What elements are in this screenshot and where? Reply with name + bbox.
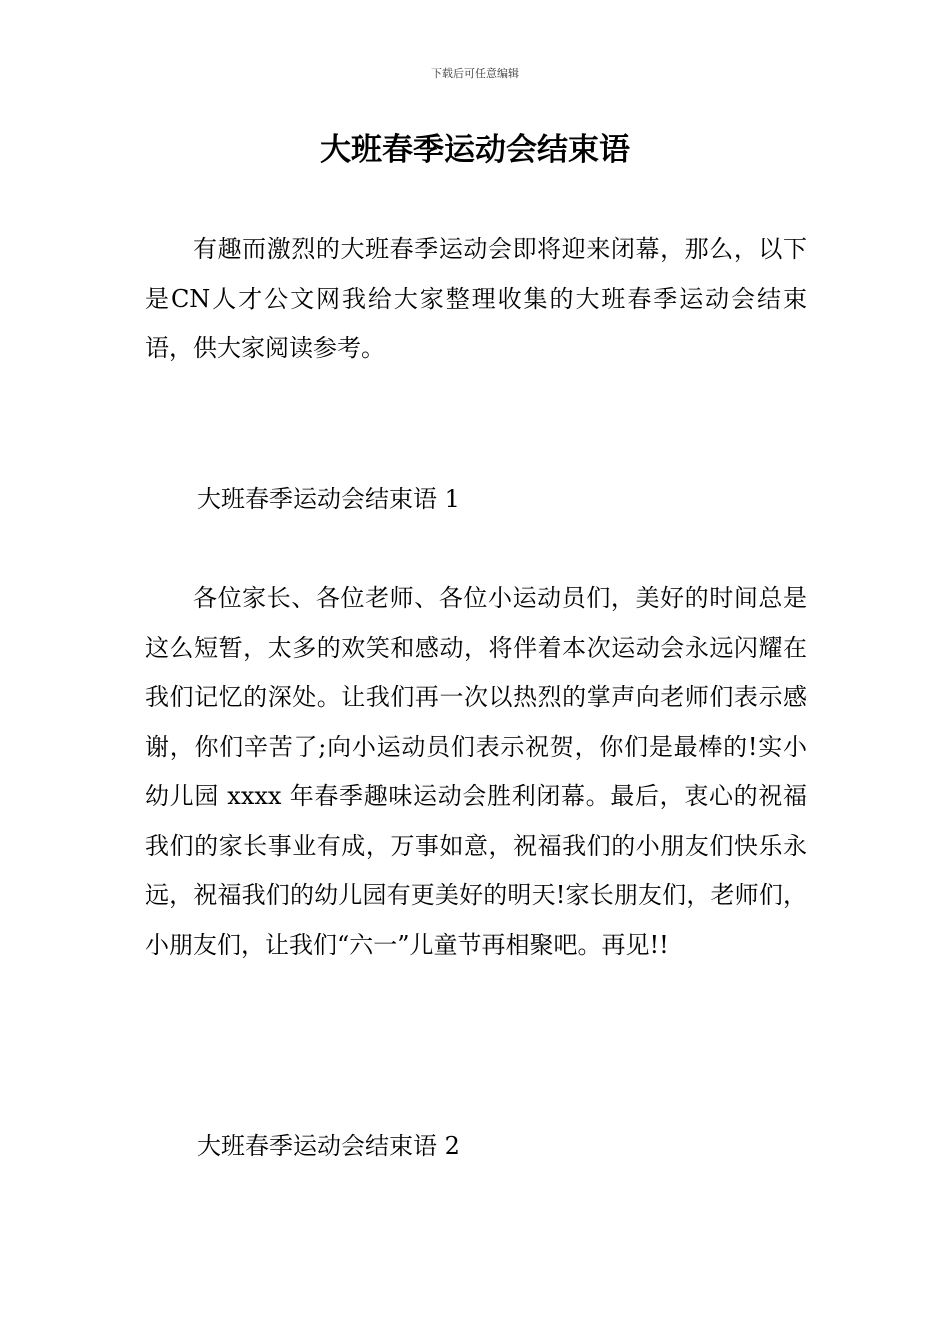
section-heading-2: 大班春季运动会结束语 2 [197,1132,460,1160]
page-header-note: 下载后可任意编辑 [431,67,519,80]
intro-paragraph: 有趣而激烈的大班春季运动会即将迎来闭幕，那么，以下是CN人才公文网我给大家整理收集的大班春季运动会结束语，供大家阅读参考。 [145,235,807,362]
section-heading-1: 大班春季运动会结束语 1 [197,485,460,513]
document-title: 大班春季运动会结束语 [320,132,630,168]
section-body-1: 各位家长、各位老师、各位小运动员们，美好的时间总是这么短暂，太多的欢笑和感动，将伴着本次运动会永远闪耀在我们记忆的深处。让我们再一次以热烈的掌声向老师们表示感谢，你们辛苦了;向小运动员们表示祝贺，你们是最棒的!实小幼儿园 xxxx 年春季趣味运动会胜利闭幕。最后，衷心的祝福我们的家长事业有成，万事如意，祝福我们的小朋友们快乐永远，祝福我们的幼儿园有更美好的明天!家长朋友们，老师们，小朋友们，让我们“六一”儿童节再相聚吧。再见!! [145,584,807,959]
